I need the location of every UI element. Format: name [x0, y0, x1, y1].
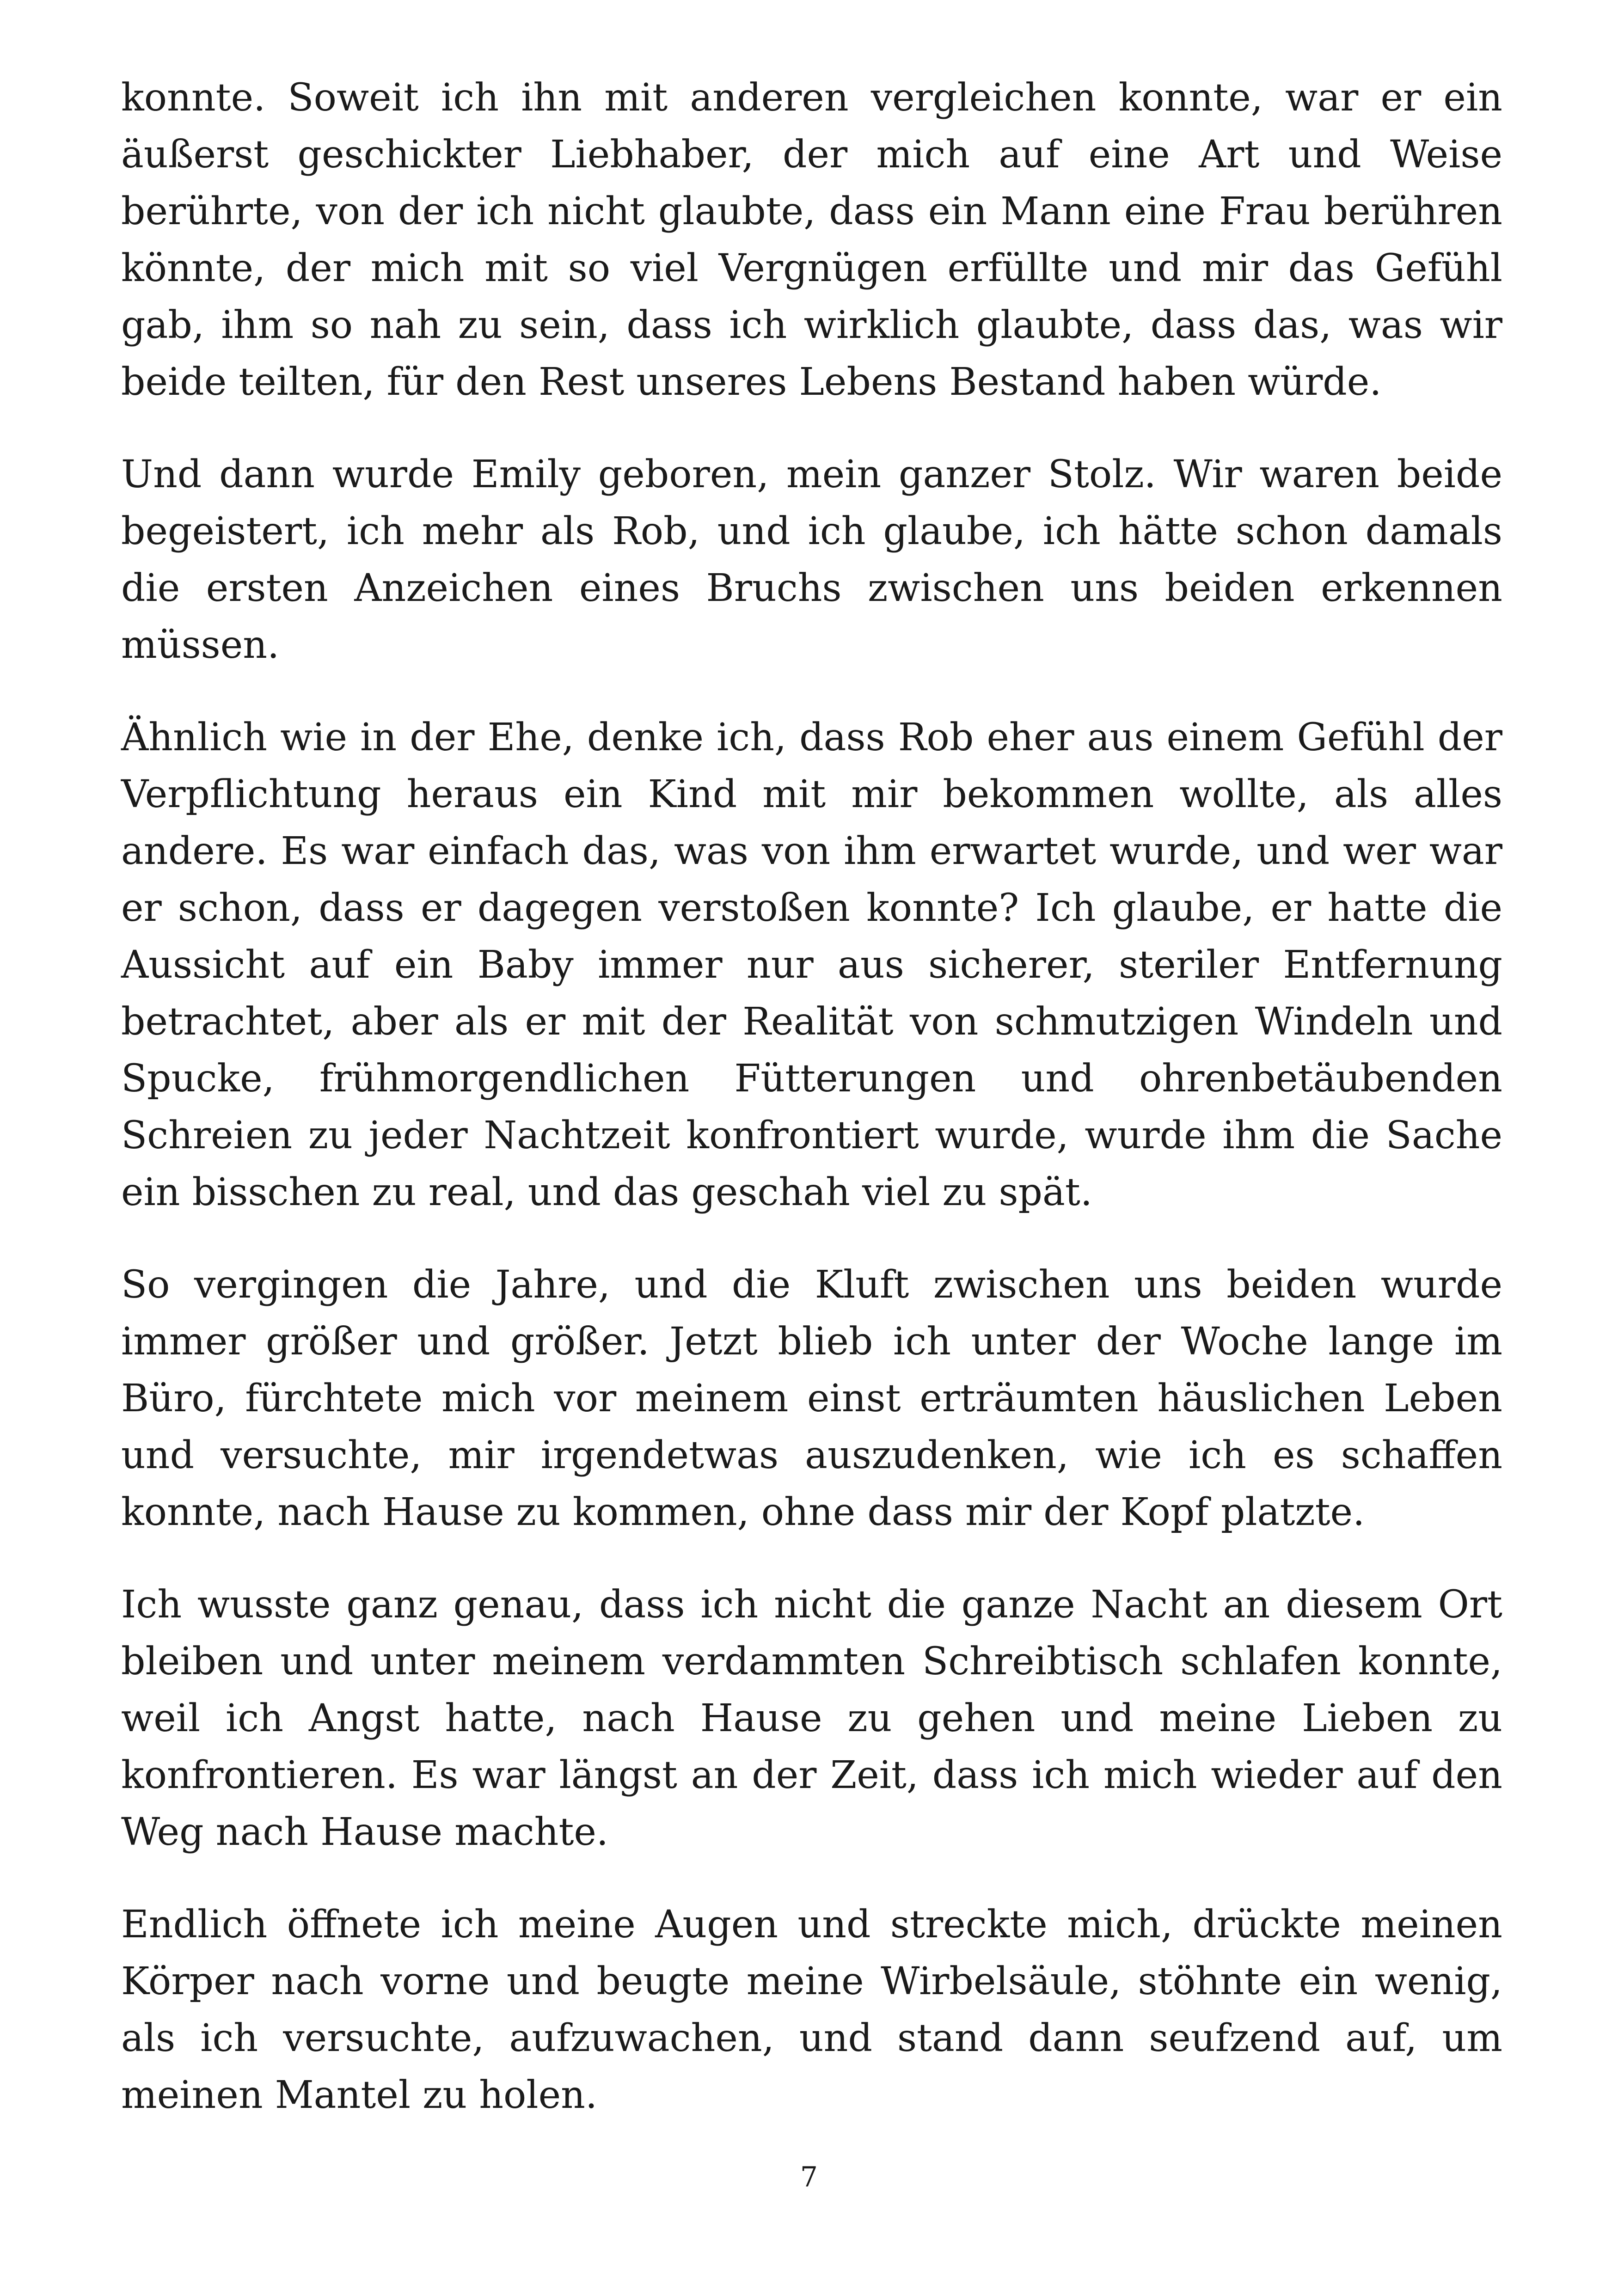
paragraph-6: Endlich öffnete ich meine Augen und streckte mich, drückte meinen Körper nach vorne und beugte meine Wirbelsäule, stöhnte ein wenig, als ich versuchte, aufzuwachen, und stand dann seufzend auf, um meinen Mantel zu holen. [121, 1903, 1502, 2117]
page-number: 7 [800, 2161, 818, 2193]
paragraph-1: konnte. Soweit ich ihn mit anderen vergleichen konnte, war er ein äußerst geschickter Liebhaber, der mich auf eine Art und Weise berührte, von der ich nicht glaubte, dass ein Mann eine Frau berühren könnte, der mich mit so viel Vergnügen erfüllte und mir das Gefühl gab, ihm so nah zu sein, dass ich wirklich glaubte, dass das, was wir beide teilten, für den Rest unseres Lebens Bestand haben würde. [121, 76, 1502, 404]
paragraph-5: Ich wusste ganz genau, dass ich nicht die ganze Nacht an diesem Ort bleiben und unter meinem verdammten Schreibtisch schlafen konnte, weil ich Angst hatte, nach Hause zu gehen und meine Lieben zu konfrontieren. Es war längst an der Zeit, dass ich mich wieder auf den Weg nach Hause machte. [121, 1583, 1502, 1854]
paragraph-4: So vergingen die Jahre, und die Kluft zwischen uns beiden wurde immer größer und größer. Jetzt blieb ich unter der Woche lange im Büro, fürchtete mich vor meinem einst erträumten häuslichen Leben und versuchte, mir irgendetwas auszudenken, wie ich es schaffen konnte, nach Hause zu kommen, ohne dass mir der Kopf platzte. [121, 1263, 1502, 1534]
paragraph-2: Und dann wurde Emily geboren, mein ganzer Stolz. Wir waren beide begeistert, ich mehr als Rob, und ich glaube, ich hätte schon damals die ersten Anzeichen eines Bruchs zwischen uns beiden erkennen müssen. [121, 453, 1502, 667]
body-text [121, 69, 1502, 2159]
paragraph-3: Ähnlich wie in der Ehe, denke ich, dass Rob eher aus einem Gefühl der Verpflichtung heraus ein Kind mit mir bekommen wollte, als alles andere. Es war einfach das, was von ihm erwartet wurde, und wer war er schon, dass er dagegen verstoßen konnte? Ich glaube, er hatte die Aussicht auf ein Baby immer nur aus sicherer, steriler Entfernung betrachtet, aber als er mit der Realität von schmutzigen Windeln und Spucke, frühmorgendlichen Fütterungen und ohrenbetäubenden Schreien zu jeder Nachtzeit konfrontiert wurde, wurde ihm die Sache ein bisschen zu real, und das geschah viel zu spät. [121, 716, 1502, 1214]
